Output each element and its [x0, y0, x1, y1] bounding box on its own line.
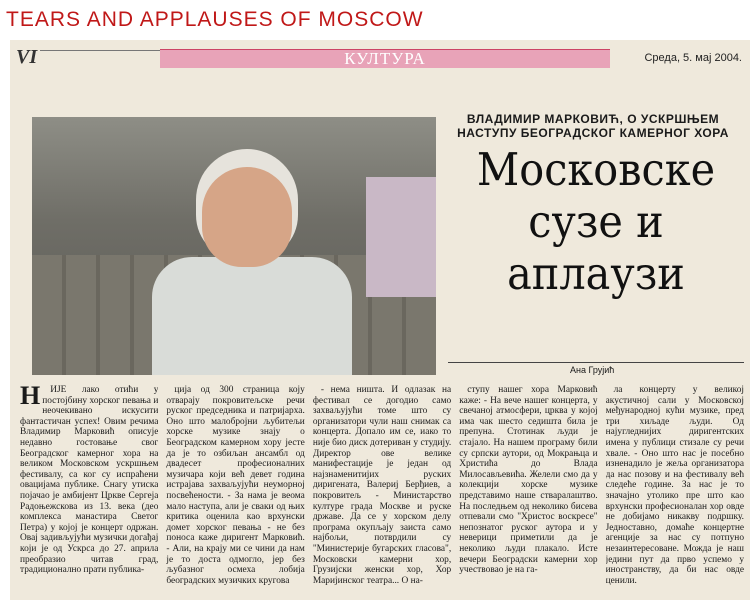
article-body: [20, 385, 744, 597]
article-headline: [458, 144, 734, 300]
column-text: ступу нашег хора Марковић каже: - На вече нашег концерта, у свечаној атмосфери, црква у којој има чак шесто седишта била је препуна. Стотинак људи је стајало. На нашем програму били су српски аутори, од Мокрањца и Христића до Влада Милосављевића. Желели смо да у колекцији хорске музике представимо наше стваралаштво. На последњем од неколико бисева отпевали смо "Христос воскресе" непознатог руског аутора и у неверици приметили да је неколико људи плакало. Исте вечери Београдски камерни хор учествовао је на га-: [459, 385, 598, 576]
page-title: TEARS AND APPLAUSES OF MOSCOW: [6, 8, 424, 31]
issue-date: Среда, 5. мај 2004.: [644, 52, 742, 64]
portrait-photo: [32, 117, 436, 375]
photo-background-window: [366, 177, 436, 297]
column-text: ИЈЕ лако отићи у постојбину хорског певања и неочекивано искусити фантастичан успех! Овим речима Владимир Марковић описује недавно гостовање свог Београдског камерног хора на великом Московском ускршњем фестивалу, са ког су испраћени овацијама публике. Снагу утиска појачао је амбијент Цркве Сергеја Радоњежскова из 13. века (део комплекса манастира Светог Петра) у којој је концерт одржан. Овај задивљујући музички догађај који је од Ускрса до 27. априла преобразио читав град, традиционално прати публика-: [20, 385, 159, 576]
article-column: [459, 385, 597, 597]
article-column: [166, 385, 304, 597]
section-label: КУЛТУРА: [344, 49, 426, 68]
photo-subject-head: [202, 167, 292, 267]
article-column: [606, 385, 744, 597]
headline-line: Московске: [476, 143, 716, 196]
byline-rule: [448, 362, 744, 363]
article-byline: Ана Грујић: [570, 365, 615, 375]
headline-line: аплаузи: [507, 247, 685, 300]
page-number: VI: [16, 46, 38, 68]
column-text: ла концерту у великој акустичној сали у Московској међународној кући музике, пред три хиљаде људи. Од најугледнијих диригентских имена у публици стизале су речи хвале. - Оно што нас је посебно изненадило је жеља организатора да нас позову и на фестивалу већ следеће године. За нас је то значајно утолико пре што као врхунски професионалан хор овде не добијамо никакву подршку. Једноставно, домаће концертне агенције за нас су потпуно незаинтересоване. Можда је наш једини пут да прво успемо у иностранству, да би нас овде ценили.: [605, 385, 745, 586]
article-column: [313, 385, 451, 597]
article-column: [20, 385, 158, 597]
article-subheadline: ВЛАДИМИР МАРКОВИЋ, О УСКРШЊЕМ НАСТУПУ БЕОГРАДСКОГ КАМЕРНОГ ХОРА: [457, 112, 729, 140]
photo-subject-body: [152, 257, 352, 375]
headline-line: сузе и: [528, 195, 664, 248]
header-rule: [40, 50, 160, 51]
newspaper-clipping: [10, 40, 750, 600]
drop-cap: Н: [20, 385, 41, 410]
column-text: ција од 300 страница коју отварају покровитељске речи руског председника и патријарха. Оно што малобројни љубитељи хорске музике знају о Београдском камерном хору јесте да је то озбиљан ансамбл од двадесет професионалних музичара који већ девет година истрајава захваљујући неуморној посвећености. - За нама је веома мало наступа, али је сваки од њих критика оценила као врхунски домет хорског певања - не без поноса каже диригент Марковић. - Али, на крају ми се чини да нам је то доста одмогло, јер без љубазног осмеха лобија београдских музичких кругова: [166, 385, 305, 586]
section-banner: [160, 49, 610, 68]
column-text: - нема ништа. И одлазак на фестивал се догодио само захваљујући томе што су организатори чули наш снимак са концерта. Допало им се, иако то није био диск дотериван у студију. Директор ове велике манифестације је један од најзнаменитијих руских диригената, Валериј Берђиев, а покровитељ - Министарство културе града Москве и руске државе. Да се у хорском делу програма окупљају заиста само најбољи, потврдили су "Министерије бугарских гласова", Московски камерни хор, Грузијски женски хор, Хор Маријинског театра... О на-: [312, 385, 452, 586]
